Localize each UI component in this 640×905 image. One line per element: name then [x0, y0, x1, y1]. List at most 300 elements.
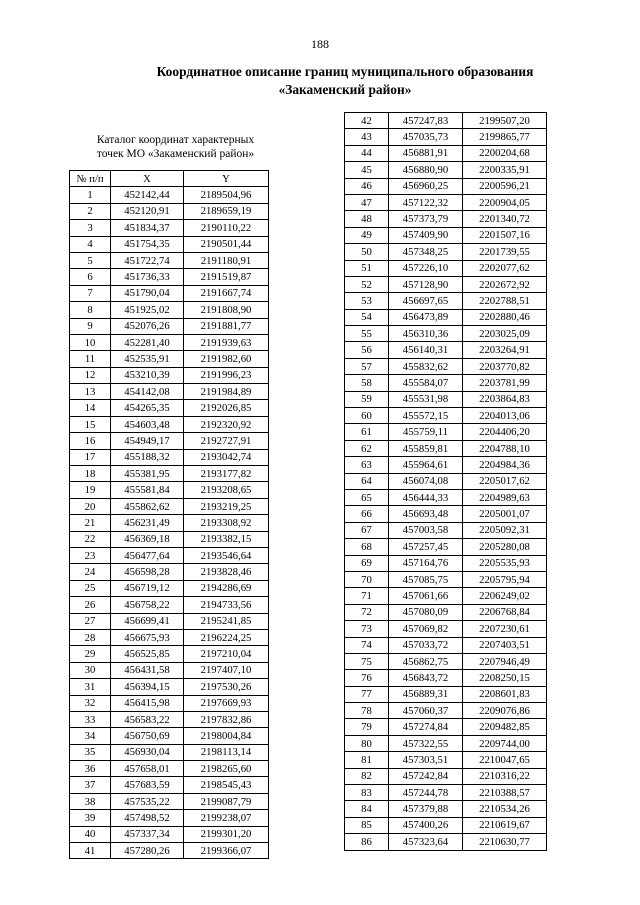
cell-number: 67 [345, 522, 389, 538]
table-row [70, 416, 269, 432]
cell-number: 70 [345, 571, 389, 587]
cell-number: 63 [345, 457, 389, 473]
cell-y: 2193308,92 [184, 515, 269, 531]
table-row [70, 761, 269, 777]
table-row [345, 653, 547, 669]
cell-number: 47 [345, 194, 389, 210]
table-row [70, 613, 269, 629]
cell-x: 455832,62 [389, 358, 463, 374]
cell-x: 457257,45 [389, 539, 463, 555]
table-header-row [70, 171, 269, 187]
cell-x: 456881,91 [389, 145, 463, 161]
cell-y: 2204406,20 [463, 424, 547, 440]
table-row [345, 719, 547, 735]
cell-y: 2202880,46 [463, 309, 547, 325]
table-row [345, 293, 547, 309]
table-row [70, 646, 269, 662]
cell-number: 45 [345, 162, 389, 178]
table-body-right [345, 113, 547, 851]
cell-number: 65 [345, 489, 389, 505]
cell-x: 455584,07 [389, 375, 463, 391]
cell-x: 456960,25 [389, 178, 463, 194]
cell-y: 2197407,10 [184, 662, 269, 678]
cell-x: 456583,22 [111, 711, 184, 727]
cell-x: 455188,32 [111, 449, 184, 465]
cell-x: 457080,09 [389, 604, 463, 620]
cell-number: 66 [345, 506, 389, 522]
cell-x: 451754,35 [111, 236, 184, 252]
cell-x: 455964,61 [389, 457, 463, 473]
cell-y: 2203264,91 [463, 342, 547, 358]
cell-y: 2191180,91 [184, 252, 269, 268]
cell-y: 2202788,51 [463, 293, 547, 309]
cell-y: 2205092,31 [463, 522, 547, 538]
cell-x: 456699,41 [111, 613, 184, 629]
document-title [0, 63, 640, 99]
cell-number: 57 [345, 358, 389, 374]
cell-number: 75 [345, 653, 389, 669]
cell-x: 455381,95 [111, 466, 184, 482]
table-row [345, 358, 547, 374]
table-row [345, 555, 547, 571]
cell-number: 60 [345, 408, 389, 424]
cell-y: 2208601,83 [463, 686, 547, 702]
cell-y: 2191939,63 [184, 334, 269, 350]
table-row [70, 220, 269, 236]
cell-x: 457373,79 [389, 211, 463, 227]
cell-x: 456880,90 [389, 162, 463, 178]
cell-y: 2205001,07 [463, 506, 547, 522]
cell-x: 456930,04 [111, 744, 184, 760]
cell-number: 6 [70, 269, 111, 285]
cell-x: 457683,59 [111, 777, 184, 793]
cell-x: 457337,34 [111, 826, 184, 842]
cell-y: 2191984,89 [184, 384, 269, 400]
cell-number: 58 [345, 375, 389, 391]
cell-y: 2199507,20 [463, 113, 547, 129]
cell-x: 456310,36 [389, 326, 463, 342]
table-row [70, 777, 269, 793]
cell-x: 454949,17 [111, 433, 184, 449]
table-row [345, 194, 547, 210]
table-row [345, 408, 547, 424]
cell-y: 2204984,36 [463, 457, 547, 473]
cell-y: 2205280,08 [463, 539, 547, 555]
cell-y: 2210316,22 [463, 768, 547, 784]
cell-number: 3 [70, 220, 111, 236]
table-row [345, 489, 547, 505]
cell-x: 457658,01 [111, 761, 184, 777]
cell-x: 457242,84 [389, 768, 463, 784]
cell-x: 456444,33 [389, 489, 463, 505]
cell-number: 29 [70, 646, 111, 662]
table-row [70, 695, 269, 711]
cell-y: 2190501,44 [184, 236, 269, 252]
cell-y: 2191881,77 [184, 318, 269, 334]
table-row [345, 621, 547, 637]
cell-x: 456598,28 [111, 564, 184, 580]
table-row [70, 679, 269, 695]
cell-y: 2191667,74 [184, 285, 269, 301]
cell-x: 455572,15 [389, 408, 463, 424]
cell-number: 73 [345, 621, 389, 637]
cell-x: 456473,89 [389, 309, 463, 325]
cell-y: 2191982,60 [184, 351, 269, 367]
cell-y: 2192026,85 [184, 400, 269, 416]
table-row [345, 768, 547, 784]
cell-y: 2199301,20 [184, 826, 269, 842]
cell-y: 2194733,56 [184, 597, 269, 613]
table-row [345, 506, 547, 522]
cell-y: 2203864,83 [463, 391, 547, 407]
cell-number: 20 [70, 498, 111, 514]
table-row [345, 178, 547, 194]
cell-x: 457061,66 [389, 588, 463, 604]
cell-number: 86 [345, 834, 389, 850]
table-row [345, 211, 547, 227]
cell-number: 43 [345, 129, 389, 145]
cell-x: 457303,51 [389, 752, 463, 768]
cell-number: 37 [70, 777, 111, 793]
cell-x: 451722,74 [111, 252, 184, 268]
cell-number: 79 [345, 719, 389, 735]
cell-number: 12 [70, 367, 111, 383]
cell-x: 456889,31 [389, 686, 463, 702]
table-row [345, 457, 547, 473]
cell-y: 2198113,14 [184, 744, 269, 760]
table-row [345, 588, 547, 604]
table-row [345, 276, 547, 292]
cell-number: 15 [70, 416, 111, 432]
cell-number: 68 [345, 539, 389, 555]
table-row [345, 113, 547, 129]
cell-x: 452120,91 [111, 203, 184, 219]
table-row [70, 334, 269, 350]
cell-number: 9 [70, 318, 111, 334]
table-row [345, 375, 547, 391]
cell-x: 456862,75 [389, 653, 463, 669]
table-row [70, 302, 269, 318]
cell-y: 2193208,65 [184, 482, 269, 498]
table-row [345, 801, 547, 817]
cell-x: 457535,22 [111, 793, 184, 809]
cell-y: 2191519,87 [184, 269, 269, 285]
cell-y: 2198545,43 [184, 777, 269, 793]
table-row [70, 269, 269, 285]
cell-number: 81 [345, 752, 389, 768]
cell-x: 457400,26 [389, 817, 463, 833]
table-row [345, 817, 547, 833]
cell-x: 456697,65 [389, 293, 463, 309]
table-row [70, 498, 269, 514]
table-row [70, 384, 269, 400]
cell-number: 55 [345, 326, 389, 342]
table-row [345, 227, 547, 243]
table-row [70, 482, 269, 498]
cell-x: 456394,15 [111, 679, 184, 695]
cell-number: 24 [70, 564, 111, 580]
cell-x: 457323,64 [389, 834, 463, 850]
cell-number: 59 [345, 391, 389, 407]
table-row [345, 703, 547, 719]
cell-y: 2207946,49 [463, 653, 547, 669]
cell-number: 30 [70, 662, 111, 678]
cell-x: 457035,73 [389, 129, 463, 145]
cell-y: 2202077,62 [463, 260, 547, 276]
cell-number: 39 [70, 810, 111, 826]
cell-y: 2200904,05 [463, 194, 547, 210]
cell-y: 2209482,85 [463, 719, 547, 735]
cell-number: 54 [345, 309, 389, 325]
cell-number: 61 [345, 424, 389, 440]
cell-x: 456758,22 [111, 597, 184, 613]
cell-number: 49 [345, 227, 389, 243]
cell-number: 5 [70, 252, 111, 268]
cell-y: 2203025,09 [463, 326, 547, 342]
cell-x: 456415,98 [111, 695, 184, 711]
cell-x: 457003,58 [389, 522, 463, 538]
cell-x: 457280,26 [111, 843, 184, 859]
cell-y: 2210630,77 [463, 834, 547, 850]
table-row [345, 309, 547, 325]
table-row [70, 367, 269, 383]
cell-y: 2210619,67 [463, 817, 547, 833]
coordinates-table-left [69, 170, 269, 859]
cell-x: 454603,48 [111, 416, 184, 432]
cell-x: 457274,84 [389, 719, 463, 735]
cell-y: 2207403,51 [463, 637, 547, 653]
cell-x: 451925,02 [111, 302, 184, 318]
cell-x: 452142,44 [111, 187, 184, 203]
cell-number: 48 [345, 211, 389, 227]
cell-number: 50 [345, 244, 389, 260]
cell-x: 457164,76 [389, 555, 463, 571]
cell-y: 2201340,72 [463, 211, 547, 227]
table-row [70, 236, 269, 252]
cell-x: 456140,31 [389, 342, 463, 358]
cell-number: 25 [70, 580, 111, 596]
table-row [70, 285, 269, 301]
cell-y: 2210534,26 [463, 801, 547, 817]
cell-number: 16 [70, 433, 111, 449]
cell-y: 2194286,69 [184, 580, 269, 596]
cell-y: 2207230,61 [463, 621, 547, 637]
table-row [70, 728, 269, 744]
title-line-1: Координатное описание границ муниципального образования [156, 64, 534, 79]
cell-number: 11 [70, 351, 111, 367]
cell-number: 74 [345, 637, 389, 653]
table-row [70, 400, 269, 416]
cell-number: 13 [70, 384, 111, 400]
cell-x: 456477,64 [111, 547, 184, 563]
cell-number: 71 [345, 588, 389, 604]
cell-number: 1 [70, 187, 111, 203]
cell-y: 2205017,62 [463, 473, 547, 489]
cell-number: 78 [345, 703, 389, 719]
cell-x: 454265,35 [111, 400, 184, 416]
cell-number: 14 [70, 400, 111, 416]
table-row [70, 744, 269, 760]
cell-x: 451834,37 [111, 220, 184, 236]
table-row [70, 662, 269, 678]
cell-number: 27 [70, 613, 111, 629]
cell-number: 62 [345, 440, 389, 456]
table-row [345, 440, 547, 456]
cell-y: 2195241,85 [184, 613, 269, 629]
cell-number: 46 [345, 178, 389, 194]
table-row [70, 564, 269, 580]
cell-x: 453210,39 [111, 367, 184, 383]
cell-number: 34 [70, 728, 111, 744]
cell-number: 8 [70, 302, 111, 318]
table-row [70, 433, 269, 449]
cell-number: 84 [345, 801, 389, 817]
table-row [345, 752, 547, 768]
cell-number: 19 [70, 482, 111, 498]
cell-y: 2208250,15 [463, 670, 547, 686]
table-row [70, 351, 269, 367]
table-row [70, 580, 269, 596]
cell-y: 2190110,22 [184, 220, 269, 236]
cell-y: 2193546,64 [184, 547, 269, 563]
cell-x: 456843,72 [389, 670, 463, 686]
cell-number: 76 [345, 670, 389, 686]
cell-y: 2189659,19 [184, 203, 269, 219]
cell-number: 56 [345, 342, 389, 358]
table-row [70, 597, 269, 613]
table-row [70, 203, 269, 219]
table-row [345, 571, 547, 587]
cell-number: 35 [70, 744, 111, 760]
cell-x: 451790,04 [111, 285, 184, 301]
cell-number: 33 [70, 711, 111, 727]
cell-number: 17 [70, 449, 111, 465]
cell-y: 2205795,94 [463, 571, 547, 587]
cell-x: 457348,25 [389, 244, 463, 260]
cell-number: 31 [70, 679, 111, 695]
cell-x: 455859,81 [389, 440, 463, 456]
cell-y: 2210047,65 [463, 752, 547, 768]
cell-y: 2201507,16 [463, 227, 547, 243]
cell-number: 7 [70, 285, 111, 301]
table-row [70, 252, 269, 268]
cell-number: 69 [345, 555, 389, 571]
cell-number: 23 [70, 547, 111, 563]
page-number: 188 [311, 37, 329, 51]
cell-y: 2210388,57 [463, 785, 547, 801]
table-row [345, 391, 547, 407]
cell-y: 2197832,86 [184, 711, 269, 727]
table-row [345, 522, 547, 538]
caption-line-1: Каталог координат характерных [96, 134, 255, 146]
cell-x: 457322,55 [389, 735, 463, 751]
cell-x: 456525,85 [111, 646, 184, 662]
cell-y: 2197669,93 [184, 695, 269, 711]
cell-x: 456675,93 [111, 629, 184, 645]
table-row [345, 244, 547, 260]
cell-y: 2204989,63 [463, 489, 547, 505]
cell-y: 2203781,99 [463, 375, 547, 391]
cell-y: 2200204,68 [463, 145, 547, 161]
cell-x: 451736,33 [111, 269, 184, 285]
cell-x: 456719,12 [111, 580, 184, 596]
cell-x: 457128,90 [389, 276, 463, 292]
cell-number: 2 [70, 203, 111, 219]
table-row [345, 785, 547, 801]
header-y: Y [184, 171, 269, 187]
cell-x: 457379,88 [389, 801, 463, 817]
cell-number: 36 [70, 761, 111, 777]
cell-number: 85 [345, 817, 389, 833]
cell-y: 2206768,84 [463, 604, 547, 620]
cell-x: 457409,90 [389, 227, 463, 243]
cell-y: 2204013,06 [463, 408, 547, 424]
table-row [70, 466, 269, 482]
cell-y: 2189504,96 [184, 187, 269, 203]
table-row [345, 342, 547, 358]
cell-x: 456693,48 [389, 506, 463, 522]
cell-x: 457244,78 [389, 785, 463, 801]
table-row [345, 686, 547, 702]
cell-x: 457060,37 [389, 703, 463, 719]
table-row [70, 711, 269, 727]
cell-x: 457498,52 [111, 810, 184, 826]
table-row [345, 834, 547, 850]
cell-x: 457033,72 [389, 637, 463, 653]
cell-y: 2193382,15 [184, 531, 269, 547]
cell-number: 80 [345, 735, 389, 751]
cell-y: 2193219,25 [184, 498, 269, 514]
cell-x: 456750,69 [111, 728, 184, 744]
cell-number: 82 [345, 768, 389, 784]
table-row [345, 604, 547, 620]
table-row [70, 449, 269, 465]
cell-y: 2204788,10 [463, 440, 547, 456]
cell-y: 2200596,21 [463, 178, 547, 194]
cell-x: 455581,84 [111, 482, 184, 498]
cell-number: 21 [70, 515, 111, 531]
coordinates-table-right [344, 112, 547, 851]
cell-x: 457069,82 [389, 621, 463, 637]
table-row [345, 162, 547, 178]
table-row [345, 735, 547, 751]
cell-x: 455531,98 [389, 391, 463, 407]
cell-y: 2209076,86 [463, 703, 547, 719]
cell-number: 83 [345, 785, 389, 801]
catalog-caption [73, 133, 278, 161]
caption-line-2: точек МО «Закаменский район» [96, 148, 255, 160]
cell-y: 2199865,77 [463, 129, 547, 145]
cell-y: 2200335,91 [463, 162, 547, 178]
table-row [345, 326, 547, 342]
cell-y: 2193177,82 [184, 466, 269, 482]
cell-number: 51 [345, 260, 389, 276]
cell-y: 2199238,07 [184, 810, 269, 826]
cell-y: 2209744,00 [463, 735, 547, 751]
title-line-2: «Закаменский район» [278, 82, 412, 97]
table-row [345, 637, 547, 653]
cell-x: 454142,08 [111, 384, 184, 400]
cell-x: 455759,11 [389, 424, 463, 440]
cell-y: 2196224,25 [184, 629, 269, 645]
cell-x: 457085,75 [389, 571, 463, 587]
table-row [345, 539, 547, 555]
cell-y: 2199087,79 [184, 793, 269, 809]
cell-number: 38 [70, 793, 111, 809]
cell-number: 32 [70, 695, 111, 711]
table-row [70, 547, 269, 563]
cell-number: 53 [345, 293, 389, 309]
